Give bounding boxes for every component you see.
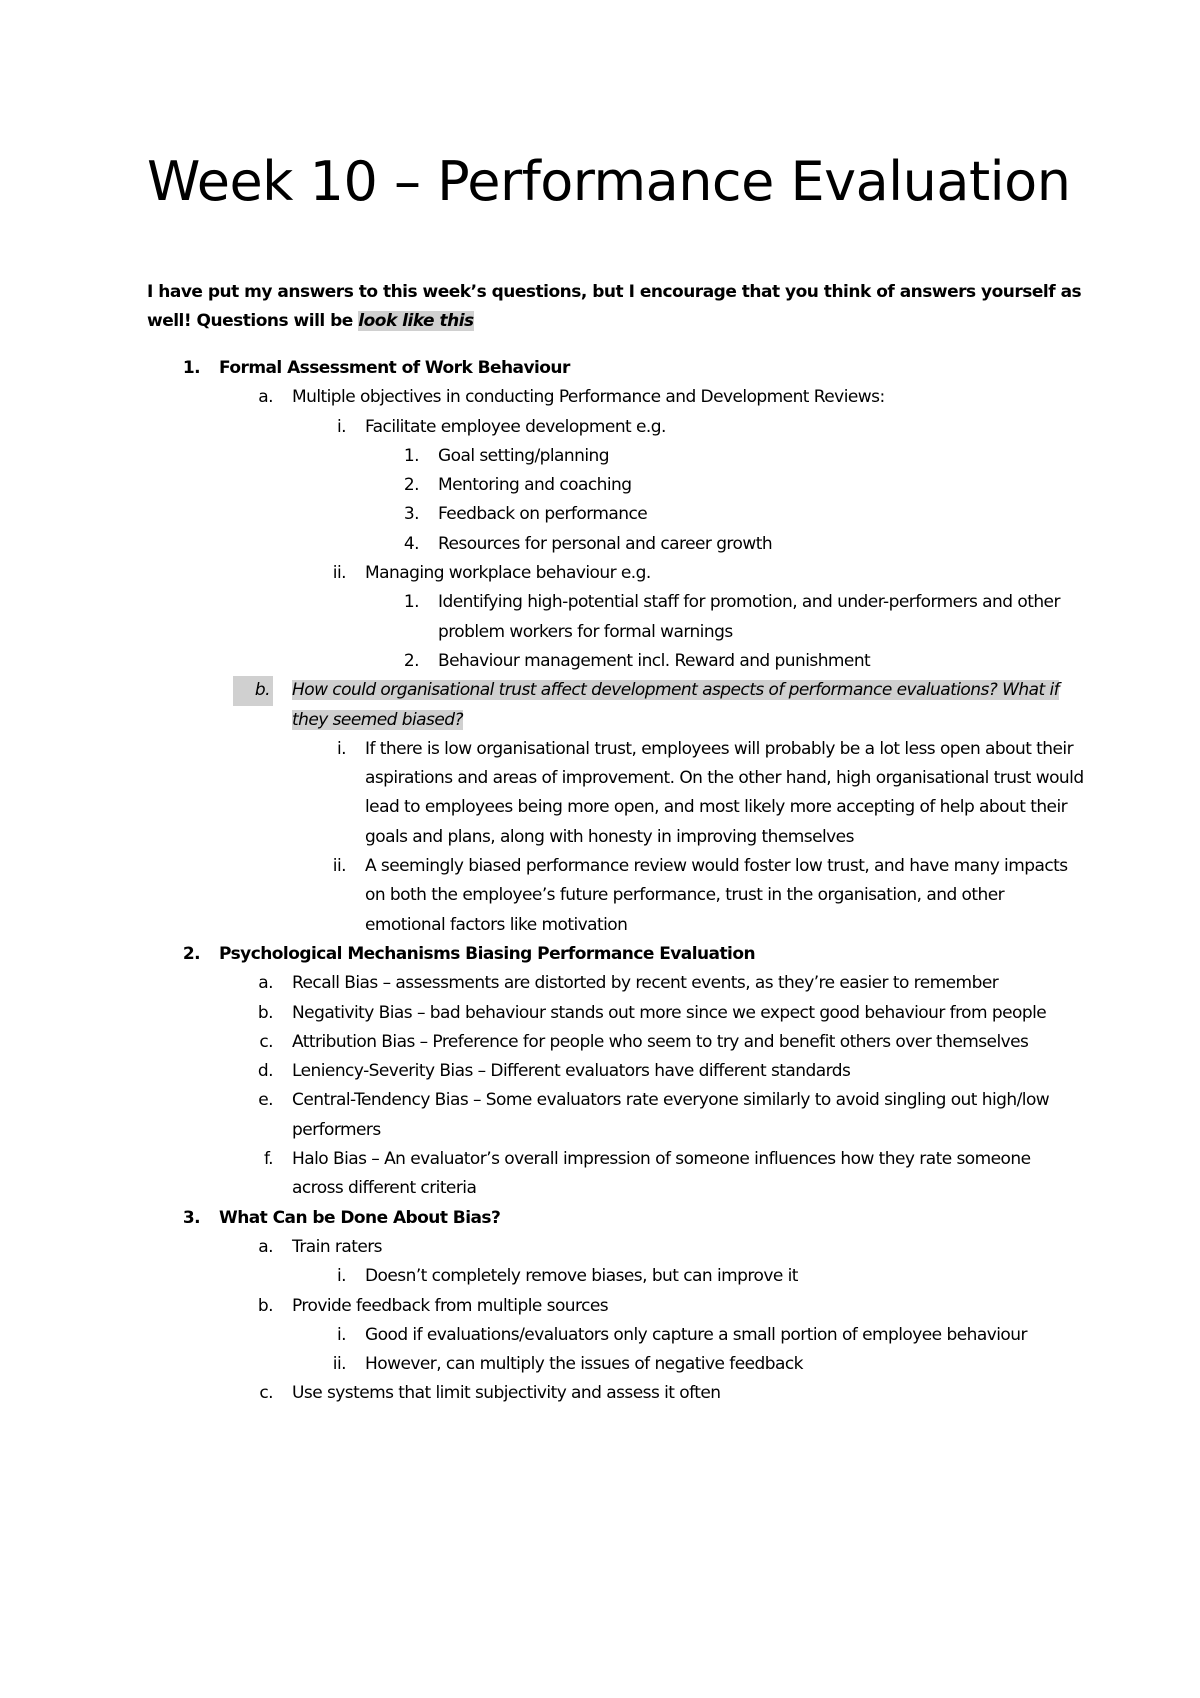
list-item [0,354,1200,383]
list-marker: a. [258,387,273,408]
list-marker: ii. [332,1354,346,1375]
list-marker: i. [336,416,346,437]
list-marker: i. [336,1266,346,1287]
list-item [0,1379,1200,1408]
list-item-text: Central-Tendency Bias – Some evaluators rate everyone similarly to avoid singling out high/low performers [292,1090,1050,1140]
list-marker: f. [263,1149,273,1170]
list-item-text: Managing workplace behaviour e.g. [365,563,651,584]
list-marker: 2. [182,943,200,964]
list-item [0,1262,1200,1291]
list-item-text: Recall Bias – assessments are distorted by recent events, as they’re easier to remember [292,973,999,994]
list-item [0,442,1200,471]
list-item-text: Use systems that limit subjectivity and assess it often [292,1383,721,1404]
list-item [0,588,1200,647]
list-item-text: Goal setting/planning [438,445,610,466]
list-item [0,500,1200,529]
list-item-text: What Can be Done About Bias? [219,1207,501,1228]
list-item-text: Leniency-Severity Bias – Different evaluators have different standards [292,1061,851,1082]
list-marker: b. [233,676,273,705]
list-marker: ii. [332,856,346,877]
list-item [0,530,1200,559]
list-marker: 2. [403,650,419,671]
question-style-example: look like this [358,311,474,332]
list-item-text: Facilitate employee development e.g. [365,416,666,437]
intro-text: I have put my answers to this week’s questions, but I encourage that you think of answers yourself as well! Questions will be [147,282,1082,332]
list-marker: 1. [403,592,419,613]
list-item [0,471,1200,500]
list-item [0,1233,1200,1262]
list-item-text: Psychological Mechanisms Biasing Performance Evaluation [219,943,756,964]
list-item [0,559,1200,588]
list-marker: 3. [182,1207,200,1228]
list-marker: 2. [403,475,419,496]
list-item-text: A seemingly biased performance review would foster low trust, and have many impacts on both the employee’s future performance, trust in the organisation, and other emotional factors like motivation [365,856,1068,935]
list-item-text: Feedback on performance [438,504,648,525]
list-item [0,1086,1200,1145]
list-item-text: Good if evaluations/evaluators only capture a small portion of employee behaviour [365,1324,1027,1345]
list-item [0,1292,1200,1321]
intro-paragraph [147,278,1082,337]
list-item [0,1321,1200,1350]
list-marker: c. [259,1031,273,1052]
list-item [0,1145,1200,1204]
list-marker: 3. [403,504,419,525]
list-item [0,1028,1200,1057]
list-item-text: Negativity Bias – bad behaviour stands out more since we expect good behaviour from people [292,1002,1047,1023]
list-item-text: Behaviour management incl. Reward and punishment [438,650,871,671]
list-item [0,1204,1200,1233]
list-marker: a. [258,973,273,994]
list-marker: e. [258,1090,273,1111]
list-marker: i. [336,738,346,759]
list-item-text: Attribution Bias – Preference for people who seem to try and benefit others over themselves [292,1031,1029,1052]
list-item-text: Halo Bias – An evaluator’s overall impression of someone influences how they rate someone across different criteria [292,1149,1031,1199]
list-marker: b. [257,1295,273,1316]
list-marker: i. [336,1324,346,1345]
list-item-text: Resources for personal and career growth [438,533,773,554]
list-marker: 4. [403,533,419,554]
list-item [0,1350,1200,1379]
list-marker: a. [258,1236,273,1257]
question-text [292,676,1082,735]
list-item-text: If there is low organisational trust, employees will probably be a lot less open about their aspirations and areas of improvement. On the other hand, high organisational trust would lead to employees being more open, and most likely more accepting of help about their goals and plans, along with honesty in improving themselves [365,738,1084,847]
list-item [0,647,1200,676]
list-item [0,1057,1200,1086]
question-item [0,676,1200,735]
list-item-text: Mentoring and coaching [438,475,632,496]
outline-list [0,354,1200,1409]
list-item [0,999,1200,1028]
list-item [0,940,1200,969]
list-item-text: Multiple objectives in conducting Performance and Development Reviews: [292,387,885,408]
list-item-text: Formal Assessment of Work Behaviour [219,358,570,378]
list-item [0,383,1200,412]
list-item [0,735,1200,852]
list-item-text: Doesn’t completely remove biases, but can improve it [365,1266,798,1287]
list-item-text: However, can multiply the issues of negative feedback [365,1354,803,1375]
list-marker: 1. [403,445,419,466]
list-item-text: Provide feedback from multiple sources [292,1295,609,1316]
list-marker: ii. [332,563,346,584]
list-item-text: Identifying high-potential staff for promotion, and under-performers and other problem workers for formal warnings [438,592,1060,642]
list-item-text: Train raters [292,1236,382,1257]
list-marker: 1. [182,358,200,378]
page-title: Week 10 – Performance Evaluation [147,150,1071,213]
list-item [0,413,1200,442]
question-highlight: How could organisational trust affect development aspects of performance evaluations? What if they seemed biased? [292,680,1060,730]
list-marker: d. [257,1061,273,1082]
list-item [0,852,1200,940]
list-marker: b. [257,1002,273,1023]
list-marker: c. [259,1383,273,1404]
list-item [0,969,1200,998]
